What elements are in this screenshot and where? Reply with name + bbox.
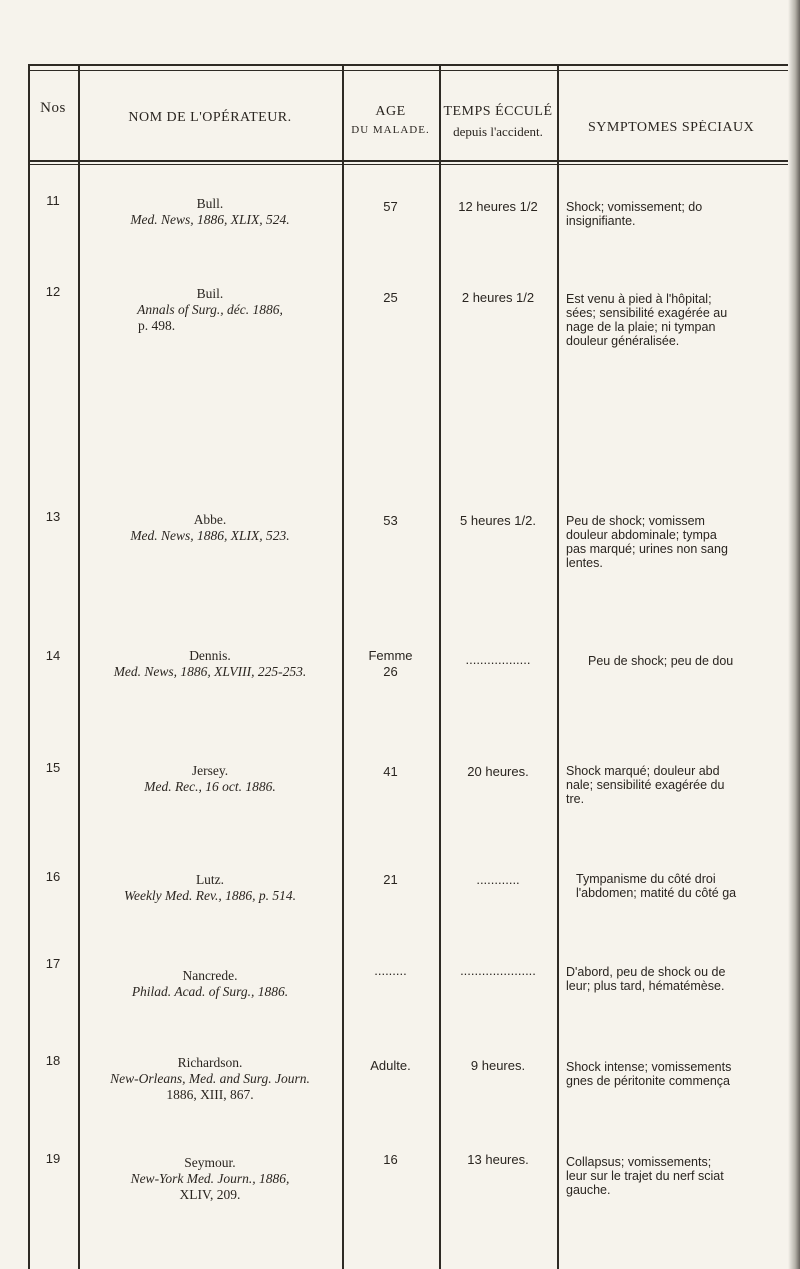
operator-reference: Philad. Acad. of Surg., 1886. <box>131 984 289 999</box>
symptoms-cell <box>566 514 800 570</box>
symptoms-line: Est venu à pied à l'hôpital; <box>566 292 712 306</box>
row-num: 16 <box>45 869 61 884</box>
symptoms-line: gnes de péritonite commença <box>566 1074 730 1088</box>
operator-cell <box>78 286 342 334</box>
symptoms-line: pas marqué; urines non sang <box>566 542 728 556</box>
symptoms-cell <box>566 965 800 993</box>
temps-cell: 20 heures. <box>467 764 529 779</box>
age-value: Femme <box>368 648 413 663</box>
operator-cell <box>78 196 342 228</box>
operator-cell <box>78 968 342 1000</box>
row-num: 17 <box>45 956 61 971</box>
operator-cell <box>78 1055 342 1103</box>
symptoms-line: Shock marqué; douleur abd <box>566 764 720 778</box>
row-num: 12 <box>45 284 61 299</box>
operator-name: Seymour. <box>184 1155 236 1170</box>
symptoms-line: D'abord, peu de shock ou de <box>566 965 726 979</box>
symptoms-line: sées; sensibilité exagérée au <box>566 306 728 320</box>
temps-cell: 12 heures 1/2 <box>458 199 538 214</box>
symptoms-line: Peu de shock; vomissem <box>566 514 705 528</box>
col-rule-left <box>28 64 30 1269</box>
operator-cell <box>78 512 342 544</box>
header-temps <box>439 104 557 140</box>
operator-cell <box>78 872 342 904</box>
operator-reference: Med. Rec., 16 oct. 1886. <box>144 779 276 794</box>
operator-cell <box>78 1155 342 1203</box>
operator-cell <box>78 648 342 680</box>
symptoms-line: l'abdomen; matité du côté ga <box>576 886 737 900</box>
row-num: 11 <box>46 193 60 208</box>
operator-name: Buil. <box>196 286 224 301</box>
header-temps-line1: TEMPS ÉCCULÉ <box>443 104 553 119</box>
row-num: 15 <box>45 760 61 775</box>
age-cell: 16 <box>383 1152 398 1167</box>
age-cell: 21 <box>383 872 398 887</box>
header-age-line2: DU MALADE. <box>351 124 430 136</box>
header-age-line1: AGE <box>375 104 406 119</box>
age-cell <box>342 648 439 680</box>
age-value-cont: 26 <box>383 664 398 679</box>
symptoms-cell <box>566 200 800 228</box>
operator-name: Lutz. <box>195 872 225 887</box>
header-temps-line2: depuis l'accident. <box>453 124 543 139</box>
operator-reference: Med. News, 1886, XLIX, 523. <box>130 528 290 543</box>
symptoms-line: gauche. <box>566 1183 611 1197</box>
symptoms-cell <box>588 654 800 668</box>
symptoms-cell <box>576 872 800 900</box>
operator-name: Abbe. <box>193 512 227 527</box>
operator-cell <box>78 763 342 795</box>
temps-cell: .................. <box>465 652 531 667</box>
symptoms-line: Tympanisme du côté droi <box>576 872 716 886</box>
symptoms-cell <box>566 1060 800 1088</box>
symptoms-line: nale; sensibilité exagérée du <box>566 778 725 792</box>
symptoms-cell <box>566 292 800 348</box>
header-bottom-rule-inner <box>28 164 788 165</box>
row-num: 13 <box>45 509 61 524</box>
symptoms-line: douleur abdominale; tympa <box>566 528 717 542</box>
symptoms-line: Collapsus; vomissements; <box>566 1155 712 1169</box>
operator-reference: Weekly Med. Rev., 1886, p. 514. <box>123 888 297 903</box>
symptoms-line: leur sur le trajet du nerf sciat <box>566 1169 724 1183</box>
table-top-rule <box>28 64 788 66</box>
temps-cell: ............ <box>476 872 520 887</box>
header-bottom-rule <box>28 160 788 162</box>
temps-cell: 9 heures. <box>470 1058 526 1073</box>
symptoms-cell <box>566 1155 800 1197</box>
temps-cell: 5 heures 1/2. <box>460 513 536 528</box>
age-cell: 53 <box>383 513 398 528</box>
symptoms-line: Shock; vomissement; do <box>566 200 703 214</box>
symptoms-line: lentes. <box>566 556 603 570</box>
row-num: 19 <box>45 1151 61 1166</box>
operator-reference: Annals of Surg., déc. 1886, <box>137 302 283 317</box>
operator-reference: New-York Med. Journ., 1886, <box>130 1171 290 1186</box>
operator-reference-cont: p. 498. <box>138 318 176 333</box>
operator-reference-cont: 1886, XIII, 867. <box>166 1087 254 1102</box>
temps-cell: 13 heures. <box>467 1152 529 1167</box>
operator-reference: Med. News, 1886, XLVIII, 225-253. <box>113 664 307 679</box>
age-cell: 57 <box>383 199 398 214</box>
operator-name: Jersey. <box>191 763 229 778</box>
operator-reference: New-Orleans, Med. and Surg. Journ. <box>110 1071 310 1086</box>
symptoms-line: leur; plus tard, hématémèse. <box>566 979 725 993</box>
age-cell: 25 <box>383 290 398 305</box>
age-cell: Adulte. <box>370 1058 411 1073</box>
operator-name: Dennis. <box>189 648 231 663</box>
operator-name: Bull. <box>196 196 224 211</box>
symptoms-line: douleur généralisée. <box>566 334 680 348</box>
age-cell: 41 <box>383 764 398 779</box>
header-num: Nos <box>40 100 66 116</box>
col-rule-temps <box>557 64 559 1269</box>
header-operator: NOM DE L'OPÉRATEUR. <box>128 110 292 125</box>
symptoms-line: Peu de shock; peu de dou <box>588 654 734 668</box>
header-symptoms: SYMPTOMES SPÉCIAUX <box>588 120 755 135</box>
table-top-rule-inner <box>28 70 788 71</box>
operator-name: Nancrede. <box>182 968 238 983</box>
row-num: 14 <box>45 648 61 663</box>
header-age <box>342 104 439 136</box>
operator-reference: Med. News, 1886, XLIX, 524. <box>130 212 290 227</box>
symptoms-cell <box>566 764 800 806</box>
symptoms-line: tre. <box>566 792 585 806</box>
operator-reference-cont: XLIV, 209. <box>179 1187 241 1202</box>
symptoms-line: Shock intense; vomissements <box>566 1060 732 1074</box>
temps-cell: ..................... <box>460 963 536 978</box>
row-num: 18 <box>45 1053 61 1068</box>
operator-name: Richardson. <box>177 1055 243 1070</box>
symptoms-line: insignifiante. <box>566 214 636 228</box>
symptoms-line: nage de la plaie; ni tympan <box>566 320 716 334</box>
age-cell: ......... <box>374 963 407 978</box>
temps-cell: 2 heures 1/2 <box>461 290 535 305</box>
